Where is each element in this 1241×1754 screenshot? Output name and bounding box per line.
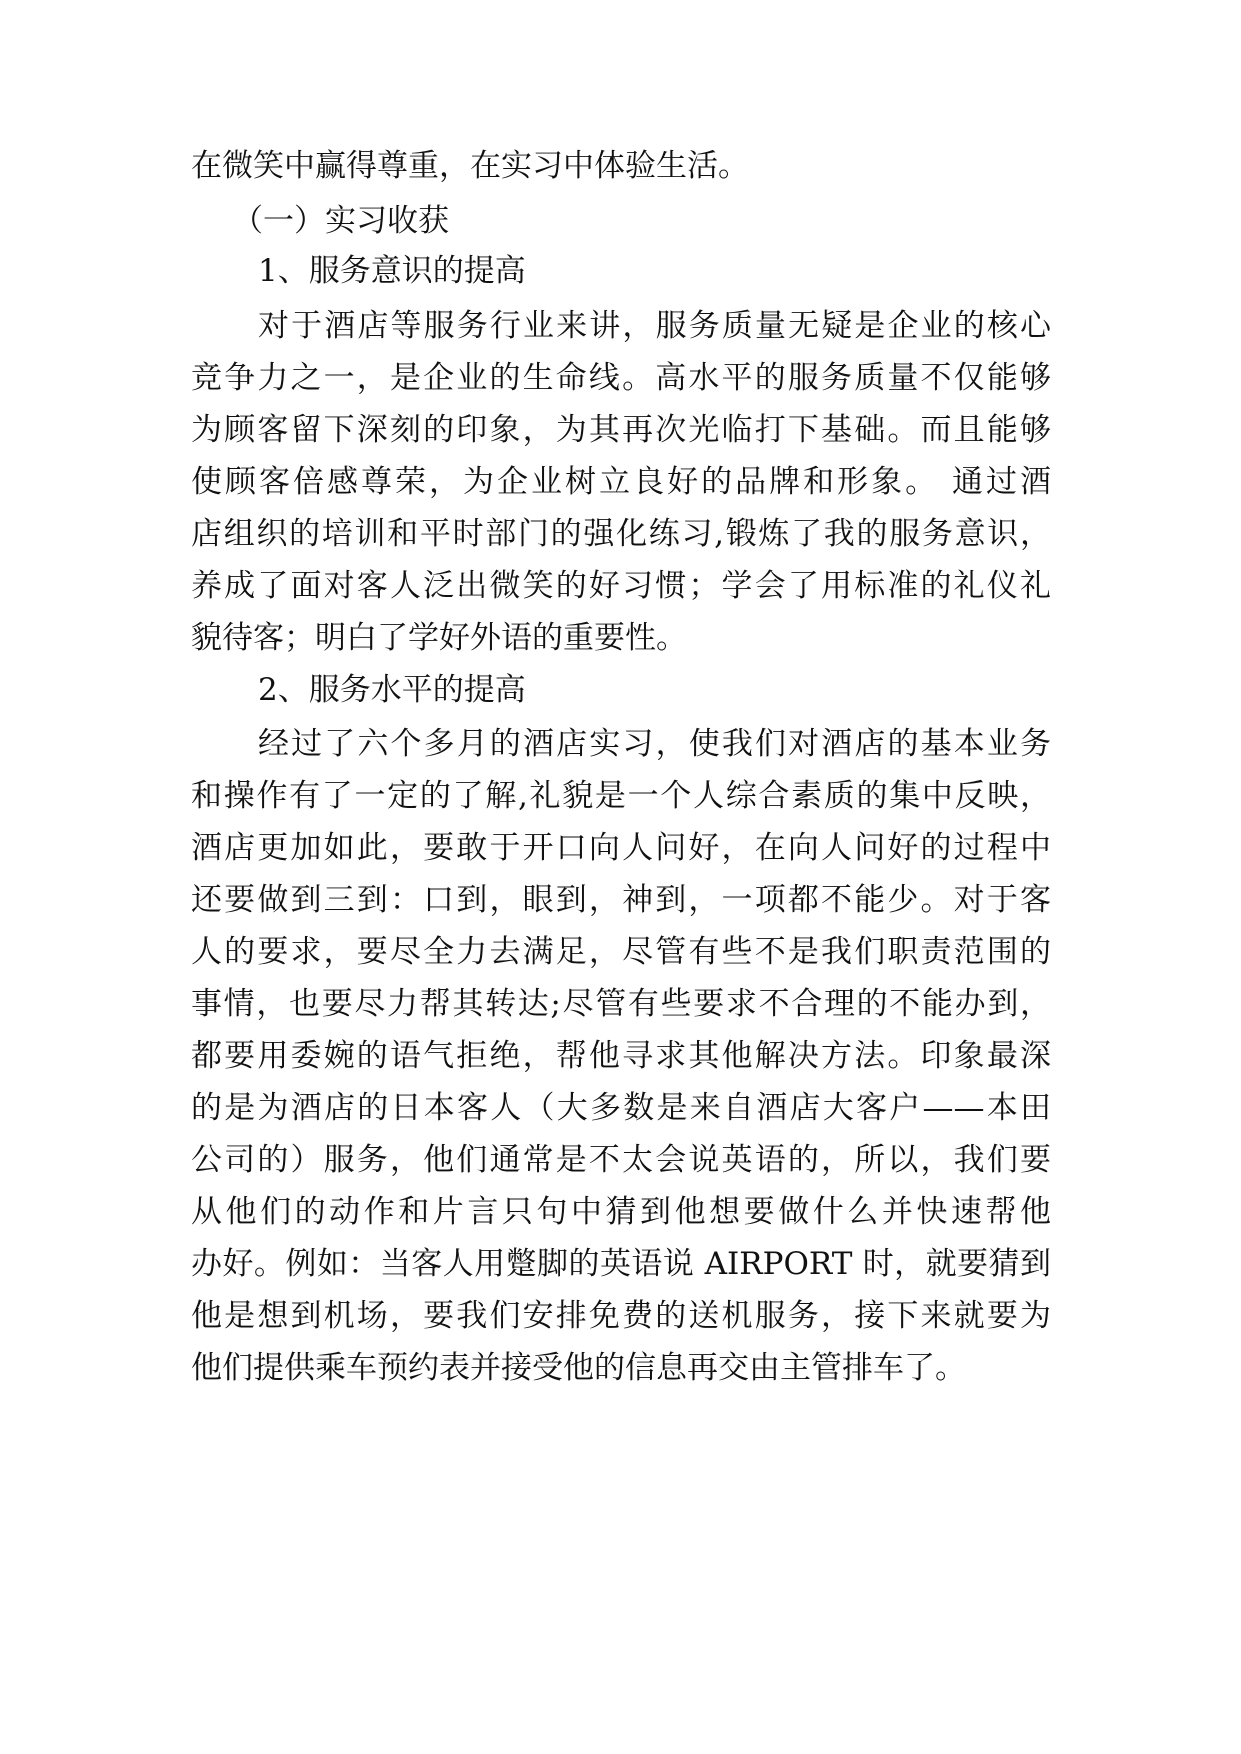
paragraph-line: 在微笑中赢得尊重，在实习中体验生活。 (191, 148, 749, 184)
paragraph-line: 从他们的动作和片言只句中猜到他想要做什么并快速帮他 (191, 1194, 1051, 1230)
paragraph-line: 他是想到机场，要我们安排免费的送机服务，接下来就要为 (191, 1298, 1051, 1334)
paragraph-line: 都要用委婉的语气拒绝，帮他寻求其他解决方法。印象最深 (191, 1038, 1051, 1074)
paragraph-line: 养成了面对客人泛出微笑的好习惯；学会了用标准的礼仪礼 (191, 568, 1051, 604)
section-heading: （一）实习收获 (232, 203, 449, 239)
paragraph-line: 还要做到三到：口到，眼到，神到，一项都不能少。对于客 (191, 882, 1051, 918)
paragraph-line: 对于酒店等服务行业来讲，服务质量无疑是企业的核心 (258, 308, 1051, 344)
paragraph-line: 为顾客留下深刻的印象，为其再次光临打下基础。而且能够 (191, 412, 1051, 448)
paragraph-line: 和操作有了一定的了解,礼貌是一个人综合素质的集中反映， (191, 778, 1051, 814)
paragraph-line: 公司的）服务，他们通常是不太会说英语的，所以，我们要 (191, 1142, 1051, 1178)
paragraph-line: 竞争力之一，是企业的生命线。高水平的服务质量不仅能够 (191, 360, 1051, 396)
paragraph-line: 使顾客倍感尊荣，为企业树立良好的品牌和形象。 通过酒 (191, 464, 1051, 500)
paragraph-line: 酒店更加如此，要敢于开口向人问好，在向人问好的过程中 (191, 830, 1051, 866)
paragraph-line: 的是为酒店的日本客人（大多数是来自酒店大客户——本田 (191, 1090, 1051, 1126)
paragraph-line: 貌待客；明白了学好外语的重要性。 (191, 620, 687, 656)
paragraph-line: 事情，也要尽力帮其转达;尽管有些要求不合理的不能办到， (191, 986, 1051, 1022)
paragraph-line: 经过了六个多月的酒店实习，使我们对酒店的基本业务 (258, 726, 1051, 762)
paragraph-line: 他们提供乘车预约表并接受他的信息再交由主管排车了。 (191, 1350, 966, 1386)
paragraph-line: 办好。例如：当客人用蹩脚的英语说 AIRPORT 时，就要猜到 (191, 1246, 1051, 1282)
subsection-heading: 2、服务水平的提高 (258, 672, 526, 708)
subsection-heading: 1、服务意识的提高 (258, 253, 526, 289)
paragraph-line: 人的要求，要尽全力去满足，尽管有些不是我们职责范围的 (191, 934, 1051, 970)
paragraph-line: 店组织的培训和平时部门的强化练习,锻炼了我的服务意识， (191, 516, 1051, 552)
